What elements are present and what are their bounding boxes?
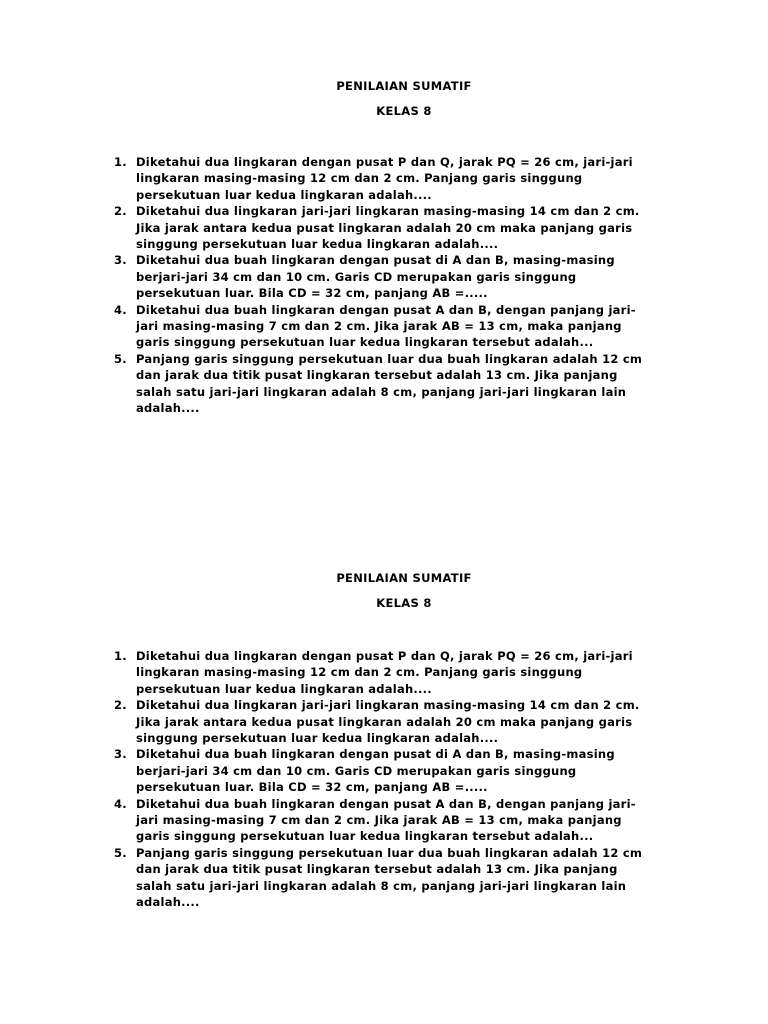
question-text-line: Diketahui dua buah lingkaran dengan pusat A dan B, dengan panjang jari- <box>136 302 636 317</box>
question-number: 4. <box>114 796 127 811</box>
exam-class: KELAS 8 <box>376 104 432 118</box>
question-number: 2. <box>114 698 127 713</box>
question-number: 2. <box>114 204 127 219</box>
question-item <box>114 154 684 203</box>
question-item <box>114 796 684 845</box>
question-text-line: Panjang garis singgung persekutuan luar dua buah lingkaran adalah 12 cm <box>136 351 643 366</box>
question-text-line: Diketahui dua buah lingkaran dengan pusat A dan B, dengan panjang jari- <box>136 796 636 811</box>
question-text-line: Diketahui dua buah lingkaran dengan pusat di A dan B, masing-masing <box>136 747 615 762</box>
exam-section-1 <box>0 78 768 416</box>
question-text-line: salah satu jari-jari lingkaran adalah 8 cm, panjang jari-jari lingkaran lain <box>136 384 627 399</box>
question-item <box>114 845 684 911</box>
exam-class: KELAS 8 <box>376 596 432 610</box>
question-number: 3. <box>114 253 127 268</box>
question-text-line: berjari-jari 34 cm dan 10 cm. Garis CD merupakan garis singgung <box>136 269 577 284</box>
question-text-line: jari masing-masing 7 cm dan 2 cm. Jika jarak AB = 13 cm, maka panjang <box>136 813 622 828</box>
question-number: 1. <box>114 155 127 169</box>
question-item <box>114 252 684 301</box>
question-text-line: persekutuan luar kedua lingkaran adalah.... <box>136 187 432 202</box>
question-item <box>114 203 684 252</box>
question-text-line: adalah.... <box>136 895 200 910</box>
question-number: 3. <box>114 747 127 762</box>
question-text-line: dan jarak dua titik pusat lingkaran tersebut adalah 13 cm. Jika panjang <box>136 862 618 877</box>
question-text-line: Jika jarak antara kedua pusat lingkaran adalah 20 cm maka panjang garis <box>136 220 633 235</box>
question-text-line: singgung persekutuan luar kedua lingkaran adalah.... <box>136 237 499 252</box>
question-text-line: Diketahui dua buah lingkaran dengan pusat di A dan B, masing-masing <box>136 253 615 268</box>
question-text-line: persekutuan luar. Bila CD = 32 cm, panjang AB =..... <box>136 780 488 795</box>
exam-title: PENILAIAN SUMATIF <box>336 571 472 585</box>
question-text-line: jari masing-masing 7 cm dan 2 cm. Jika jarak AB = 13 cm, maka panjang <box>136 319 622 334</box>
question-text-line: garis singgung persekutuan luar kedua lingkaran tersebut adalah... <box>136 335 594 350</box>
question-text-line: lingkaran masing-masing 12 cm dan 2 cm. Panjang garis singgung <box>136 171 583 186</box>
question-text-line: Diketahui dua lingkaran jari-jari lingkaran masing-masing 14 cm dan 2 cm. <box>136 698 640 713</box>
question-text-line: Diketahui dua lingkaran dengan pusat P dan Q, jarak PQ = 26 cm, jari-jari <box>136 649 633 663</box>
question-text-line: Diketahui dua lingkaran jari-jari lingkaran masing-masing 14 cm dan 2 cm. <box>136 204 640 219</box>
question-text-line: Jika jarak antara kedua pusat lingkaran adalah 20 cm maka panjang garis <box>136 714 633 729</box>
question-item <box>114 648 684 697</box>
exam-title: PENILAIAN SUMATIF <box>336 79 472 93</box>
question-text-line: salah satu jari-jari lingkaran adalah 8 cm, panjang jari-jari lingkaran lain <box>136 878 627 893</box>
question-number: 5. <box>114 845 127 860</box>
question-number: 1. <box>114 649 127 663</box>
question-text-line: berjari-jari 34 cm dan 10 cm. Garis CD merupakan garis singgung <box>136 763 577 778</box>
question-text-line: singgung persekutuan luar kedua lingkaran adalah.... <box>136 731 499 746</box>
question-text-line: persekutuan luar kedua lingkaran adalah.... <box>136 681 432 696</box>
question-text-line: dan jarak dua titik pusat lingkaran tersebut adalah 13 cm. Jika panjang <box>136 368 618 383</box>
exam-section-2 <box>0 570 768 910</box>
question-item <box>114 302 684 351</box>
question-list <box>114 648 684 911</box>
question-text-line: adalah.... <box>136 401 200 416</box>
question-text-line: lingkaran masing-masing 12 cm dan 2 cm. Panjang garis singgung <box>136 665 583 680</box>
question-number: 4. <box>114 302 127 317</box>
question-item <box>114 746 684 795</box>
question-item <box>114 351 684 417</box>
question-text-line: garis singgung persekutuan luar kedua lingkaran tersebut adalah... <box>136 829 594 844</box>
question-item <box>114 697 684 746</box>
question-text-line: Panjang garis singgung persekutuan luar dua buah lingkaran adalah 12 cm <box>136 845 643 860</box>
question-number: 5. <box>114 351 127 366</box>
question-text-line: Diketahui dua lingkaran dengan pusat P dan Q, jarak PQ = 26 cm, jari-jari <box>136 155 633 169</box>
question-list <box>114 154 684 417</box>
question-text-line: persekutuan luar. Bila CD = 32 cm, panjang AB =..... <box>136 286 488 301</box>
